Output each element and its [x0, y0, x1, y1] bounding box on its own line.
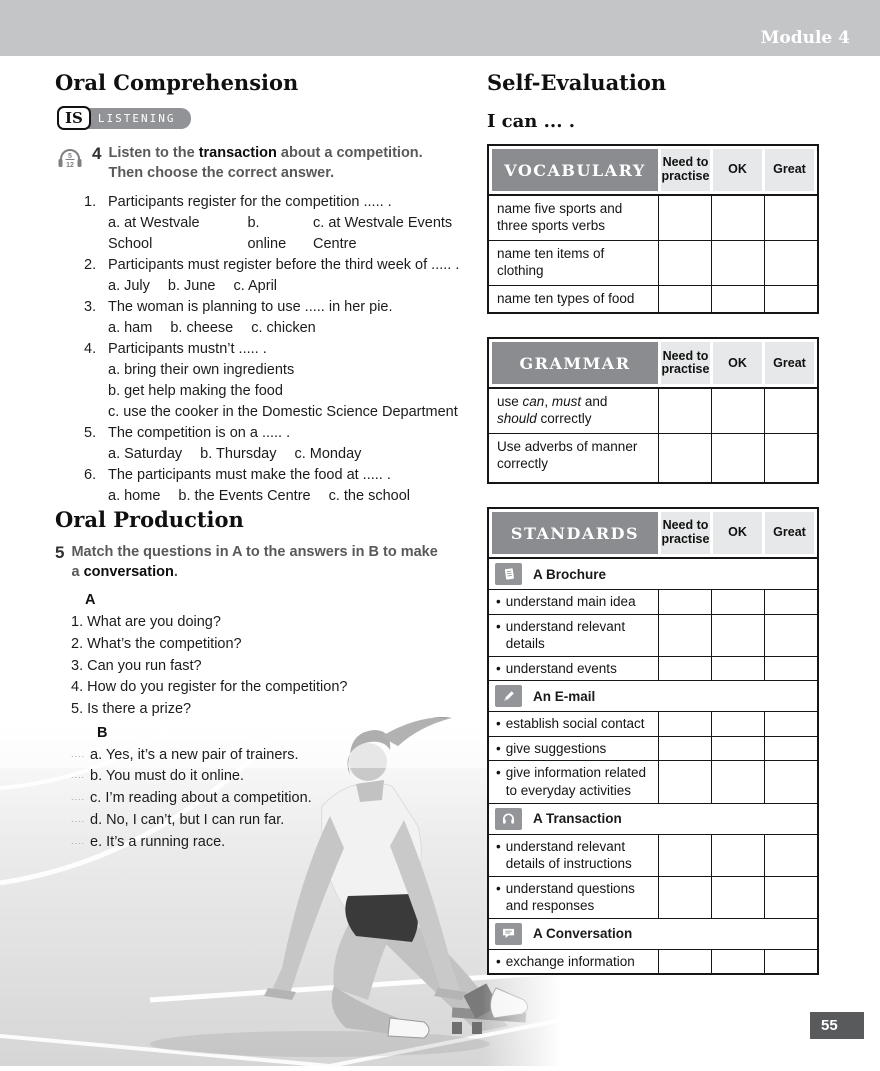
standards-section-email: An E-mail — [489, 681, 817, 711]
question-a-item: 2. What’s the competition? — [71, 635, 242, 652]
option[interactable]: b. the Events Centre — [178, 488, 311, 505]
eval-cell-practise[interactable] — [659, 657, 711, 681]
eval-cell-ok[interactable] — [712, 835, 764, 876]
eval-cell-practise[interactable] — [659, 196, 711, 240]
eval-cell-practise[interactable] — [659, 950, 711, 974]
eval-cell-great[interactable] — [765, 737, 817, 761]
page-number-badge — [810, 1012, 864, 1039]
answer-b-item: .... d. No, I can’t, but I can run far. — [71, 811, 285, 828]
question-item: 6. The participants must make the food at ..... . a. home b. the Events Centre c. the school — [84, 465, 475, 507]
question-options — [84, 486, 475, 507]
oral-comprehension-title: Oral Comprehension — [55, 70, 299, 95]
eval-cell-great[interactable] — [765, 761, 817, 802]
eval-cell-practise[interactable] — [659, 737, 711, 761]
module-label: Module 4 — [760, 28, 850, 48]
question-a-item: 5. Is there a prize? — [71, 701, 192, 718]
eval-cell-ok[interactable] — [712, 657, 764, 681]
grammar-table — [487, 337, 819, 484]
option[interactable]: a. Saturday — [108, 446, 183, 463]
eval-cell-great[interactable] — [765, 196, 817, 240]
option[interactable]: a. at Westvale School — [108, 215, 200, 253]
speech-bubble-icon — [494, 922, 523, 946]
eval-cell-practise[interactable] — [659, 835, 711, 876]
eval-cell-ok[interactable] — [712, 196, 764, 240]
answer-blank[interactable]: .... — [71, 770, 86, 781]
self-evaluation-title: Self-Evaluation — [487, 70, 667, 95]
option[interactable]: c. use the cooker in the Domestic Science Department — [108, 404, 458, 421]
option[interactable]: c. the school — [328, 488, 411, 505]
eval-cell-practise[interactable] — [659, 877, 711, 918]
answer-blank[interactable]: .... — [71, 835, 86, 846]
listening-badge — [57, 106, 475, 130]
eval-row-label: • understand questions and responses — [489, 877, 658, 918]
exercise-4-questions — [84, 192, 475, 507]
option[interactable]: b. Thursday — [200, 446, 277, 463]
vocabulary-table — [487, 144, 819, 314]
option[interactable]: c. at Westvale Events Centre — [313, 215, 453, 253]
headphones-icon — [494, 807, 523, 831]
document-icon — [494, 562, 523, 586]
eval-cell-practise[interactable] — [659, 286, 711, 313]
col-header-practise: Need to practise — [661, 342, 710, 384]
eval-cell-practise[interactable] — [659, 434, 711, 482]
question-item: 5. The competition is on a ..... . a. Saturday b. Thursday c. Monday — [84, 423, 475, 465]
option[interactable]: a. bring their own ingredients — [108, 362, 295, 379]
question-a-item: 3. Can you run fast? — [71, 657, 202, 674]
col-header-practise: Need to practise — [661, 512, 710, 554]
eval-row-label: name five sports and three sports verbs — [489, 196, 658, 240]
eval-cell-great[interactable] — [765, 286, 817, 313]
answer-blank[interactable]: .... — [71, 792, 86, 803]
column-b-label: B — [97, 724, 108, 741]
option[interactable]: a. ham — [108, 320, 153, 337]
standards-section-transaction: A Transaction — [489, 804, 817, 834]
eval-cell-ok[interactable] — [712, 241, 764, 285]
eval-row-label: • establish social contact — [489, 712, 658, 736]
question-item: 1. Participants register for the competition ..... . a. at Westvale School b. online c. at Westvale Events Centre — [84, 192, 475, 255]
option[interactable]: b. online — [247, 215, 287, 253]
eval-cell-ok[interactable] — [712, 389, 764, 433]
eval-cell-ok[interactable] — [712, 434, 764, 482]
eval-cell-great[interactable] — [765, 950, 817, 974]
eval-row-label: Use adverbs of manner correctly — [489, 434, 658, 482]
svg-text:12: 12 — [66, 162, 74, 169]
question-a-item: 4. How do you register for the competition? — [71, 679, 348, 696]
exercise-4-number: 4 — [92, 144, 102, 163]
exercise-5-number: 5 — [55, 543, 65, 563]
eval-cell-practise[interactable] — [659, 761, 711, 802]
eval-cell-ok[interactable] — [712, 761, 764, 802]
option[interactable]: b. cheese — [170, 320, 234, 337]
answer-blank[interactable]: .... — [71, 813, 86, 824]
exercise-4-instruction: Listen to the transaction about a competition. Then choose the correct answer. — [108, 145, 423, 181]
eval-cell-practise[interactable] — [659, 712, 711, 736]
standards-section-conversation: A Conversation — [489, 919, 817, 949]
module-header-bar — [0, 0, 880, 56]
grammar-table-title: GRAMMAR — [492, 342, 658, 384]
answer-b-item: .... e. It’s a running race. — [71, 833, 226, 850]
eval-cell-ok[interactable] — [712, 286, 764, 313]
standards-table — [487, 507, 819, 975]
question-options — [84, 360, 475, 423]
answer-b-item: .... b. You must do it online. — [71, 768, 244, 785]
eval-row-label: name ten types of food — [489, 286, 658, 313]
eval-cell-great[interactable] — [765, 615, 817, 656]
eval-cell-ok[interactable] — [712, 615, 764, 656]
standards-table-title: STANDARDS — [492, 512, 658, 554]
eval-cell-great[interactable] — [765, 657, 817, 681]
column-a-label: A — [85, 592, 96, 609]
eval-row-label: use can, must and should correctly — [489, 389, 658, 433]
eval-cell-great[interactable] — [765, 590, 817, 614]
option[interactable]: b. get help making the food — [108, 383, 283, 400]
oral-production-title: Oral Production — [55, 507, 244, 533]
eval-cell-practise[interactable] — [659, 590, 711, 614]
question-options — [84, 444, 475, 465]
answer-b-item: .... a. Yes, it’s a new pair of trainers. — [71, 746, 299, 763]
eval-row-label: • exchange information — [489, 950, 658, 974]
col-header-great: Great — [765, 342, 814, 384]
eval-cell-practise[interactable] — [659, 615, 711, 656]
eval-row-label: • understand events — [489, 657, 658, 681]
option[interactable]: c. April — [233, 278, 278, 295]
option[interactable]: a. July — [108, 278, 150, 295]
svg-text:5: 5 — [68, 153, 72, 160]
eval-cell-ok[interactable] — [712, 877, 764, 918]
option[interactable]: c. chicken — [251, 320, 316, 337]
eval-row-label: • understand relevant details — [489, 615, 658, 656]
headphones-icon — [55, 145, 85, 176]
col-header-ok: OK — [713, 342, 762, 384]
standards-section-brochure: A Brochure — [489, 559, 817, 589]
pencil-icon — [494, 684, 523, 708]
col-header-great: Great — [765, 149, 814, 191]
col-header-ok: OK — [713, 149, 762, 191]
col-header-practise: Need to practise — [661, 149, 710, 191]
eval-cell-great[interactable] — [765, 712, 817, 736]
answer-b-item: .... c. I’m reading about a competition. — [71, 790, 312, 807]
eval-cell-ok[interactable] — [712, 737, 764, 761]
eval-row-label: • understand relevant details of instructions — [489, 835, 658, 876]
question-options — [84, 213, 475, 255]
eval-row-label: • understand main idea — [489, 590, 658, 614]
eval-cell-ok[interactable] — [712, 712, 764, 736]
eval-row-label: • give information related to everyday activities — [489, 761, 658, 802]
eval-cell-great[interactable] — [765, 241, 817, 285]
eval-row-label: • give suggestions — [489, 737, 658, 761]
page-number: 55 — [821, 1017, 838, 1034]
eval-cell-great[interactable] — [765, 434, 817, 482]
column-a — [71, 590, 475, 721]
question-options — [84, 318, 475, 339]
eval-cell-ok[interactable] — [712, 950, 764, 974]
i-can-subtitle: I can ... . — [487, 111, 575, 132]
eval-cell-great[interactable] — [765, 835, 817, 876]
option[interactable]: c. Monday — [294, 446, 362, 463]
question-item: 3. The woman is planning to use ..... in her pie. a. ham b. cheese c. chicken — [84, 297, 475, 339]
question-options — [84, 276, 475, 297]
eval-cell-great[interactable] — [765, 389, 817, 433]
column-b — [71, 723, 475, 854]
eval-cell-ok[interactable] — [712, 590, 764, 614]
question-a-item: 1. What are you doing? — [71, 614, 221, 631]
option[interactable]: a. home — [108, 488, 161, 505]
eval-cell-great[interactable] — [765, 877, 817, 918]
exercise-5-instruction: Match the questions in A to the answers in B to make a conversation. — [71, 544, 438, 580]
option[interactable]: b. June — [167, 278, 216, 295]
question-item: 2. Participants must register before the third week of ..... . a. July b. June c. April — [84, 255, 475, 297]
listening-badge-label: LISTENING — [86, 108, 192, 129]
eval-cell-practise[interactable] — [659, 389, 711, 433]
question-item: 4. Participants mustn’t ..... . a. bring their own ingredients b. get help making the food c. use the cooker in the Domestic Science Department — [84, 339, 475, 423]
eval-row-label: name ten items of clothing — [489, 241, 658, 285]
eval-cell-practise[interactable] — [659, 241, 711, 285]
vocabulary-table-title: VOCABULARY — [492, 149, 658, 191]
is-logo: IS — [57, 106, 91, 130]
answer-blank[interactable]: .... — [71, 748, 86, 759]
col-header-great: Great — [765, 512, 814, 554]
col-header-ok: OK — [713, 512, 762, 554]
